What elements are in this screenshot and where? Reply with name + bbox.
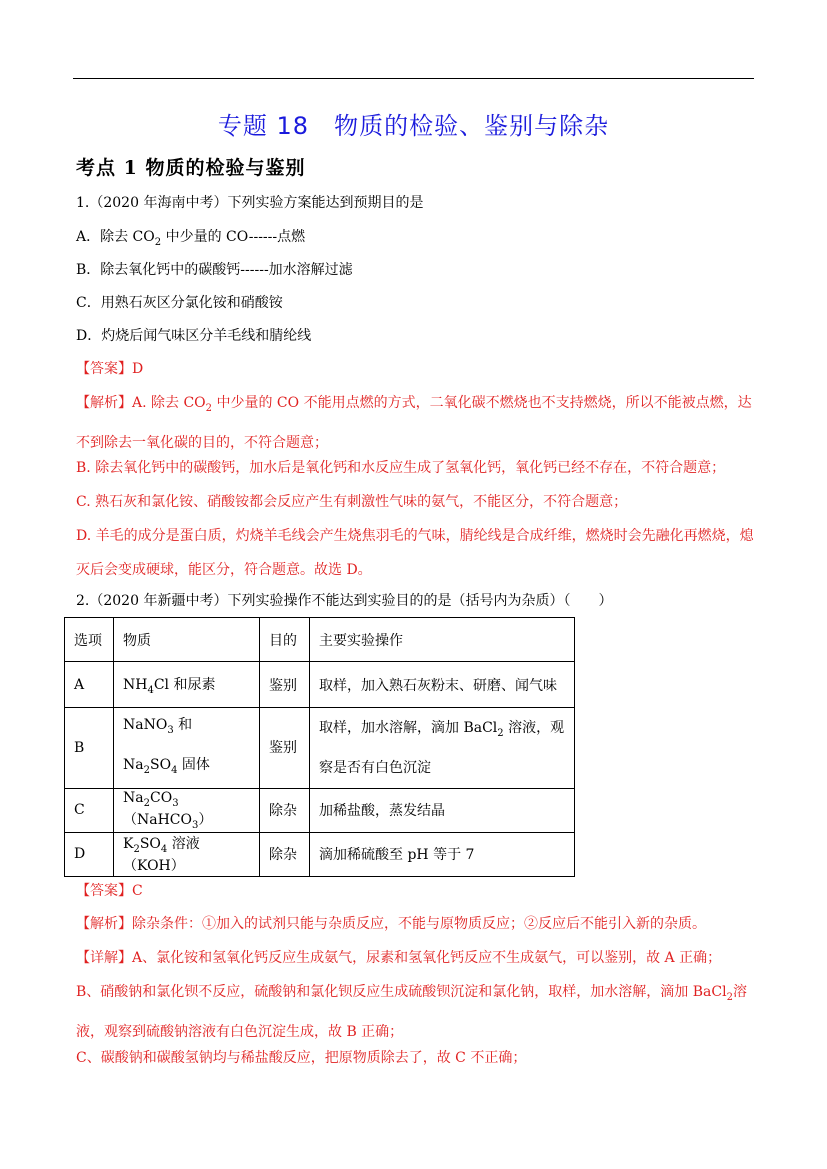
- row-d-option: D: [65, 832, 114, 876]
- q2-detail-a: 【详解】A、氯化铵和氢氧化钙反应生成氨气，尿素和氢氧化钙反应不生成氨气，可以鉴别，故 A 正确；: [76, 950, 722, 966]
- row-a-substance: $NH_4Cl$ 和尿素: [114, 662, 260, 708]
- q1-analysis-b: B. 除去氧化钙中的碳酸钙，加水后是氧化钙和水反应生成了氢氧化钙，氧化钙已经不存在，不符合题意；: [76, 460, 726, 476]
- q1-answer: 【答案】D: [76, 361, 144, 377]
- row-b-substance: NaNO$_3$ 和 $Na_2SO_4$ 固体: [114, 708, 260, 789]
- q1-number: 1.: [76, 195, 90, 211]
- q1-source: （2020 年海南中考）: [89, 195, 228, 211]
- section-heading: 考点 1 物质的检验与鉴别: [76, 157, 306, 179]
- row-a-purpose: 鉴别: [260, 662, 310, 708]
- q1-analysis-c: C. 熟石灰和氯化铵、硝酸铵都会反应产生有刺激性气味的氨气，不能区分，不符合题意；: [76, 494, 628, 510]
- row-b-purpose: 鉴别: [260, 708, 310, 789]
- q2-stem: 2.（2020 年新疆中考）下列实验操作不能达到实验目的的是（括号内为杂质）（ ）: [76, 593, 613, 609]
- row-c-operation: 加稀盐酸，蒸发结晶: [310, 788, 575, 832]
- row-a-option: A: [65, 662, 114, 708]
- row-d-substance: $K_2SO_4$ 溶液（KOH）: [114, 832, 260, 876]
- table-row: [65, 662, 575, 708]
- row-a-operation: 取样，加入熟石灰粉末、研磨、闻气味: [310, 662, 575, 708]
- row-d-purpose: 除杂: [260, 832, 310, 876]
- header-rule: [73, 78, 754, 79]
- page-title: 专题 18 物质的检验、鉴别与除杂: [217, 112, 610, 140]
- row-c-option: C: [65, 788, 114, 832]
- header-substance: 物质: [114, 618, 260, 662]
- q2-detail-b: B、硝酸钠和氯化钡不反应，硫酸钠和氯化钡反应生成硫酸钡沉淀和氯化钠，取样，加水溶解，滴加 BaCl$_2$溶液，观察到硫酸钠溶液有白色沉淀生成，故 B 正确；: [76, 984, 747, 1040]
- row-c-substance: $Na_2CO_3(NaHCO_3)$: [114, 788, 260, 832]
- header-option: 选项: [65, 618, 114, 662]
- q1-text: 下列实验方案能达到预期目的是: [227, 195, 424, 211]
- q2-detail-c: C、碳酸钠和碳酸氢钠均与稀盐酸反应，把原物质除去了，故 C 不正确；: [76, 1050, 527, 1066]
- q1-analysis-d: D. 羊毛的成分是蛋白质，灼烧羊毛线会产生烧焦羽毛的气味，腈纶线是合成纤维，燃烧时会先融化再燃烧，熄灭后会变成硬球，能区分，符合题意。故选 D。: [76, 528, 754, 578]
- table-header-row: [65, 618, 575, 662]
- q1-stem: [76, 193, 423, 213]
- row-b-option: B: [65, 708, 114, 789]
- q1-option-b: B．除去氧化钙中的碳酸钙------加水溶解过滤: [76, 262, 353, 278]
- header-operation: 主要实验操作: [310, 618, 575, 662]
- row-b-operation: 取样，加水溶解，滴加 BaCl$_2$ 溶液，观察是否有白色沉淀: [310, 708, 575, 789]
- q1-option-c: C．用熟石灰区分氯化铵和硝酸铵: [76, 295, 283, 311]
- row-c-purpose: 除杂: [260, 788, 310, 832]
- q1-analysis-a: 【解析】A. 除去 $CO_2$ 中少量的 CO 不能用点燃的方式，二氧化碳不燃烧也不支持燃烧，所以不能被点燃，达不到除去一氧化碳的目的，不符合题意；: [76, 395, 752, 451]
- table-row: [65, 832, 575, 876]
- q1-option-d: D．灼烧后闻气味区分羊毛线和腈纶线: [76, 328, 312, 344]
- q1-option-a: A．除去 $CO_2$ 中少量的 CO------点燃: [76, 229, 306, 248]
- q2-answer: 【答案】C: [76, 883, 143, 899]
- q2-analysis: 【解析】除杂条件：①加入的试剂只能与杂质反应，不能与原物质反应；②反应后不能引入新的杂质。: [76, 916, 706, 932]
- table-row: [65, 708, 575, 789]
- table-row: [65, 788, 575, 832]
- q2-options-table: [64, 617, 575, 877]
- row-d-operation: 滴加稀硫酸至 pH 等于 7: [310, 832, 575, 876]
- header-purpose: 目的: [260, 618, 310, 662]
